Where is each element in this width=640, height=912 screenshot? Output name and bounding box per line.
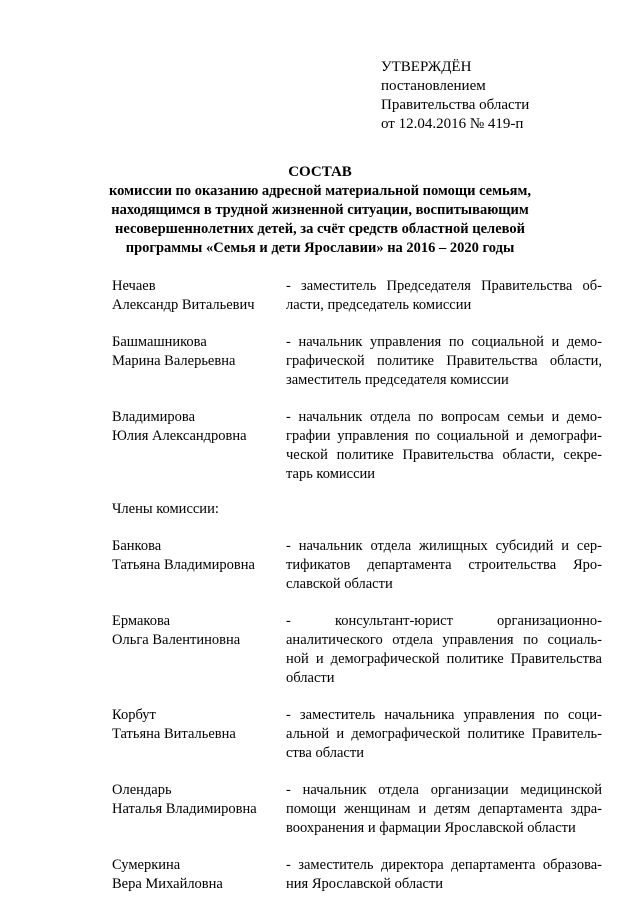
member-role <box>286 408 602 484</box>
member-surname: Банкова <box>112 538 162 554</box>
member-name <box>112 856 282 894</box>
member-surname: Владимирова <box>112 409 196 425</box>
member-role <box>286 856 602 894</box>
member-given-name: Татьяна Владимировна <box>112 557 255 573</box>
member-entry <box>112 612 602 688</box>
member-given-name: Юлия Александровна <box>112 428 247 444</box>
role-line: - консультант-юрист организационно- <box>286 613 602 629</box>
role-line: графии управления по социальной и демографи- <box>286 428 602 444</box>
role-line: ной и демографической политике Правительства <box>286 651 602 667</box>
member-role <box>286 612 602 688</box>
member-given-name: Марина Валерьевна <box>112 353 236 369</box>
member-given-name: Ольга Валентиновна <box>112 632 241 648</box>
member-name <box>112 612 282 650</box>
heading-line: программы «Семья и дети Ярославии» на 2016 – 2020 годы <box>125 240 515 256</box>
heading-line: комиссии по оказанию адресной материальной помощи семьям, <box>108 183 532 199</box>
member-surname: Олендарь <box>112 782 172 798</box>
member-name <box>112 537 282 575</box>
member-surname: Сумеркина <box>112 857 181 873</box>
member-entry <box>112 781 602 838</box>
member-name <box>112 333 282 371</box>
member-surname: Корбут <box>112 707 156 723</box>
member-entry <box>112 333 602 390</box>
approval-line: постановлением <box>381 78 486 94</box>
role-line: - начальник отдела жилищных субсидий и сер- <box>286 538 602 554</box>
role-line: славской области <box>286 576 393 592</box>
role-line: - заместитель Председателя Правительства об- <box>286 278 602 294</box>
approval-line: УТВЕРЖДЁН <box>381 59 472 75</box>
heading-line: находящимся в трудной жизненной ситуации, воспитывающим <box>111 202 529 218</box>
role-line: тификатов департамента строительства Яро- <box>286 557 602 573</box>
approval-line: Правительства области <box>381 97 530 113</box>
role-line: заместитель председателя комиссии <box>286 372 509 388</box>
role-line: области <box>286 670 335 686</box>
role-line: воохранения и фармации Ярославской области <box>286 820 576 836</box>
role-line: - заместитель директора департамента образова- <box>286 857 602 873</box>
commission-list <box>112 277 602 912</box>
approval-stamp <box>381 58 529 134</box>
heading-line: несовершеннолетних детей, за счёт средств областной целевой <box>115 221 525 237</box>
member-name <box>112 706 282 744</box>
role-line: ласти, председатель комиссии <box>286 297 472 313</box>
member-given-name: Вера Михайловна <box>112 876 223 892</box>
member-entry <box>112 537 602 594</box>
member-role <box>286 537 602 594</box>
member-entry <box>112 856 602 894</box>
member-given-name: Александр Витальевич <box>112 297 255 313</box>
approval-line: от 12.04.2016 № 419-п <box>381 116 524 132</box>
role-line: ческой политике Правительства области, секре- <box>286 447 602 463</box>
role-line: графической политике Правительства области, <box>286 353 602 369</box>
member-given-name: Татьяна Витальевна <box>112 726 236 742</box>
role-line: - начальник управления по социальной и демо- <box>286 334 602 350</box>
member-role <box>286 277 602 315</box>
member-surname: Башмашникова <box>112 334 207 350</box>
member-role <box>286 781 602 838</box>
members-section-label: Члены комиссии: <box>112 501 219 517</box>
member-entry <box>112 706 602 763</box>
role-line: альной и демографической политике Правитель- <box>286 726 602 742</box>
role-line: - начальник отдела организации медицинской <box>286 782 602 798</box>
member-given-name: Наталья Владимировна <box>112 801 257 817</box>
member-name <box>112 277 282 315</box>
document-title: СОСТАВ <box>288 164 352 180</box>
member-surname: Ермакова <box>112 613 171 629</box>
member-entry <box>112 277 602 315</box>
role-line: тарь комиссии <box>286 466 376 482</box>
member-role <box>286 706 602 763</box>
member-name <box>112 781 282 819</box>
member-name <box>112 408 282 446</box>
role-line: - заместитель начальника управления по соци- <box>286 707 602 723</box>
role-line: - начальник отдела по вопросам семьи и демо- <box>286 409 602 425</box>
member-surname: Нечаев <box>112 278 156 294</box>
role-line: аналитического отдела управления по социаль- <box>286 632 602 648</box>
role-line: помощи женщинам и детям департамента здра- <box>286 801 602 817</box>
member-role <box>286 333 602 390</box>
role-line: ния Ярославской области <box>286 876 444 892</box>
member-entry <box>112 408 602 484</box>
role-line: ства области <box>286 745 364 761</box>
document-heading <box>100 163 540 258</box>
